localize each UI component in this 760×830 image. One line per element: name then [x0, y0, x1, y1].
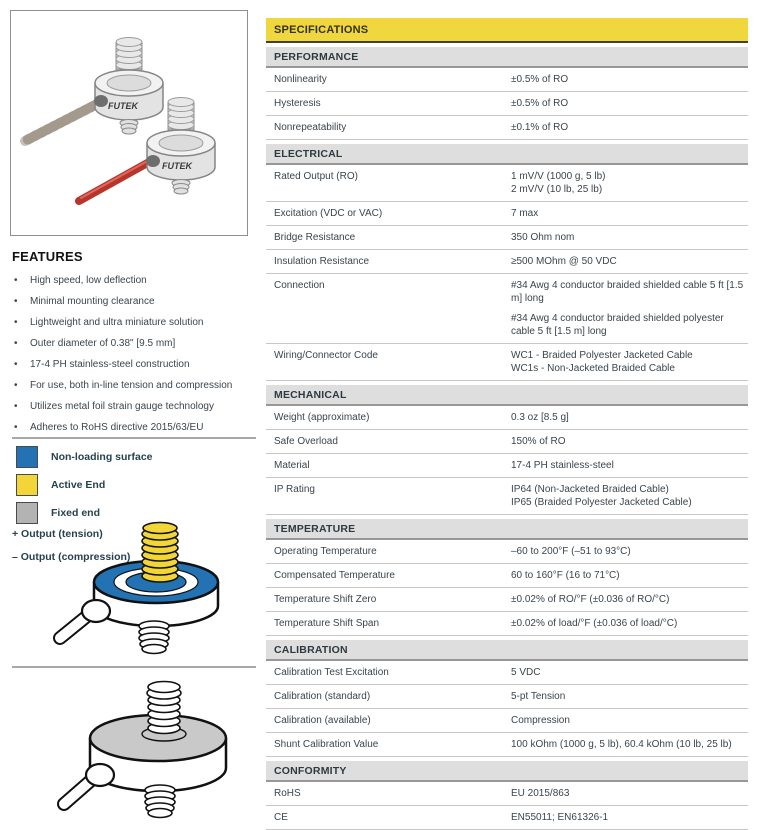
spec-value: [511, 617, 748, 630]
bottom-stud: [145, 785, 175, 818]
spec-label: Hysteresis: [274, 98, 321, 109]
spec-value: [511, 121, 748, 134]
spec-label: Nonlinearity: [274, 74, 327, 85]
spec-value-line: EU 2015/863: [511, 788, 570, 799]
spec-label: Calibration Test Excitation: [274, 667, 389, 678]
output-tension-note: + Output (tension): [12, 528, 103, 540]
spec-label: Bridge Resistance: [274, 232, 356, 243]
load-cell-colored-diagram: [48, 518, 255, 667]
spec-label: Nonrepeatability: [274, 122, 347, 133]
spec-value-line: IP64 (Non-Jacketed Braided Cable): [511, 484, 669, 495]
legend-item: [16, 446, 246, 467]
spec-label: Wiring/Connector Code: [274, 350, 378, 361]
yellow-swatch-icon: [16, 474, 38, 496]
spec-value-line: WC1 - Braided Polyester Jacketed Cable: [511, 350, 693, 361]
section-header-mechanical: MECHANICAL: [266, 385, 748, 406]
section-header-temperature: TEMPERATURE: [266, 519, 748, 540]
spec-label: Insulation Resistance: [274, 256, 370, 267]
feature-text: 17-4 PH stainless-steel construction: [30, 359, 190, 370]
blue-swatch-icon: [16, 446, 38, 468]
spec-label: Rated Output (RO): [274, 171, 358, 182]
features-list: [14, 274, 256, 442]
spec-label: Temperature Shift Span: [274, 618, 380, 629]
spec-row: [266, 588, 748, 612]
spec-value: [511, 207, 748, 220]
spec-row: [266, 116, 748, 140]
bullet-icon: •: [14, 359, 18, 370]
spec-value-line: 100 kOhm (1000 g, 5 lb), 60.4 kOhm (10 lb, 25 lb): [511, 739, 732, 750]
spec-row: [266, 274, 748, 344]
load-cell-left: [94, 38, 163, 135]
spec-value-line: 150% of RO: [511, 436, 566, 447]
feature-text: Lightweight and ultra miniature solution: [30, 317, 204, 328]
spec-value-line: EN55011; EN61326-1: [511, 812, 609, 823]
spec-value-line: ±0.02% of load/°F (±0.036 of load/°C): [511, 618, 678, 629]
feature-item: [14, 421, 256, 434]
spec-row: [266, 612, 748, 636]
spec-value: [511, 690, 748, 703]
spec-value-line: WC1s - Non-Jacketed Braided Cable: [511, 363, 675, 374]
feature-item: [14, 358, 256, 371]
spec-value-line: 5 VDC: [511, 667, 541, 678]
feature-text: Adheres to RoHS directive 2015/63/EU: [30, 422, 204, 433]
spec-value-line: Compression: [511, 715, 570, 726]
spec-sections: [266, 47, 748, 830]
spec-label: Operating Temperature: [274, 546, 377, 557]
load-cell-grayscale-diagram: [48, 676, 255, 829]
top-stud: [147, 682, 181, 734]
output-compression-note: – Output (compression): [12, 551, 131, 563]
spec-value: [511, 231, 748, 244]
spec-value-line: 17-4 PH stainless-steel: [511, 460, 614, 471]
legend-label: Fixed end: [51, 506, 101, 519]
feature-item: [14, 379, 256, 392]
spec-row: [266, 661, 748, 685]
feature-item: [14, 400, 256, 413]
legend-label: Non-loading surface: [51, 450, 153, 463]
spec-label: Material: [274, 460, 310, 471]
spec-value: [511, 97, 748, 110]
section-header-conformity: CONFORMITY: [266, 761, 748, 782]
legend-label: Active End: [51, 478, 106, 491]
spec-row: [266, 685, 748, 709]
feature-text: For use, both in-line tension and compression: [30, 380, 233, 391]
spec-label: Excitation (VDC or VAC): [274, 208, 383, 219]
cable: [64, 764, 114, 804]
brand-logo-left: FUTEK: [108, 101, 138, 111]
spec-value: [511, 255, 748, 268]
spec-value-line: –60 to 200°F (–51 to 93°C): [511, 546, 631, 557]
spec-value-line: 5-pt Tension: [511, 691, 566, 702]
specifications-table: [266, 18, 748, 830]
feature-text: High speed, low deflection: [30, 275, 147, 286]
spec-value-line: 0.3 oz [8.5 g]: [511, 412, 569, 423]
spec-value: [511, 738, 748, 751]
spec-row: [266, 709, 748, 733]
spec-value-line: #34 Awg 4 conductor braided shielded polyester cable 5 ft [1.5 m] long: [511, 313, 724, 337]
bullet-icon: •: [14, 317, 18, 328]
feature-text: Minimal mounting clearance: [30, 296, 155, 307]
spec-label: Weight (approximate): [274, 412, 370, 423]
brand-logo-right: FUTEK: [162, 161, 192, 171]
spec-label: Calibration (available): [274, 715, 371, 726]
spec-value-line: ±0.02% of RO/°F (±0.036 of RO/°C): [511, 594, 670, 605]
spec-value: [511, 435, 748, 448]
spec-value-line: 350 Ohm nom: [511, 232, 575, 243]
spec-row: [266, 68, 748, 92]
load-cell-product-illustration: [11, 11, 245, 233]
spec-value-line: ±0.1% of RO: [511, 122, 569, 133]
spec-row: [266, 430, 748, 454]
feature-item: [14, 316, 256, 329]
spec-value: [511, 811, 748, 824]
section-header-electrical: ELECTRICAL: [266, 144, 748, 165]
section-header-performance: PERFORMANCE: [266, 47, 748, 68]
spec-label: Safe Overload: [274, 436, 338, 447]
spec-row: [266, 782, 748, 806]
spec-row: [266, 564, 748, 588]
spec-value-line: 60 to 160°F (16 to 71°C): [511, 570, 620, 581]
gray-swatch-icon: [16, 502, 38, 524]
spec-row: [266, 733, 748, 757]
product-photo: [10, 10, 248, 236]
spec-label: Temperature Shift Zero: [274, 594, 377, 605]
spec-row: [266, 250, 748, 274]
spec-row: [266, 478, 748, 515]
active-end-stud: [142, 523, 178, 583]
spec-value-line: ±0.5% of RO: [511, 98, 569, 109]
spec-value: [511, 170, 748, 196]
spec-value-line: ≥500 MOhm @ 50 VDC: [511, 256, 617, 267]
spec-row: [266, 406, 748, 430]
bullet-icon: •: [14, 296, 18, 307]
bullet-icon: •: [14, 422, 18, 433]
feature-text: Outer diameter of 0.38" [9.5 mm]: [30, 338, 176, 349]
spec-value: [511, 593, 748, 606]
spec-value: [511, 279, 748, 338]
feature-text: Utilizes metal foil strain gauge technology: [30, 401, 214, 412]
spec-row: [266, 165, 748, 202]
spec-row: [266, 226, 748, 250]
feature-item: [14, 337, 256, 350]
bottom-stud: [139, 621, 169, 654]
spec-value: [511, 411, 748, 424]
spec-row: [266, 92, 748, 116]
spec-row: [266, 454, 748, 478]
spec-value-line: ±0.5% of RO: [511, 74, 569, 85]
spec-value-line: 7 max: [511, 208, 539, 219]
bullet-icon: •: [14, 275, 18, 286]
bullet-icon: •: [14, 338, 18, 349]
spec-label: Shunt Calibration Value: [274, 739, 379, 750]
cable: [60, 600, 110, 638]
spec-value: [511, 349, 748, 375]
divider: [12, 437, 256, 439]
spec-value: [511, 666, 748, 679]
legend-item: [16, 474, 246, 495]
spec-label: CE: [274, 812, 288, 823]
specifications-title: SPECIFICATIONS: [266, 18, 748, 43]
spec-row: [266, 202, 748, 226]
divider: [12, 666, 256, 668]
spec-row: [266, 806, 748, 830]
section-header-calibration: CALIBRATION: [266, 640, 748, 661]
spec-value-line: 1 mV/V (1000 g, 5 lb): [511, 171, 606, 182]
feature-item: [14, 274, 256, 287]
spec-label: Connection: [274, 280, 325, 291]
bullet-icon: •: [14, 380, 18, 391]
features-title: FEATURES: [12, 249, 83, 264]
spec-value: [511, 459, 748, 472]
spec-row: [266, 540, 748, 564]
feature-item: [14, 295, 256, 308]
spec-label: RoHS: [274, 788, 301, 799]
bullet-icon: •: [14, 401, 18, 412]
spec-label: Compensated Temperature: [274, 570, 395, 581]
spec-value: [511, 787, 748, 800]
spec-value-line: 2 mV/V (10 lb, 25 lb): [511, 184, 603, 195]
spec-label: Calibration (standard): [274, 691, 371, 702]
spec-value-line: #34 Awg 4 conductor braided shielded cable 5 ft [1.5 m] long: [511, 280, 744, 304]
spec-value: [511, 545, 748, 558]
spec-row: [266, 344, 748, 381]
spec-value: [511, 569, 748, 582]
spec-value-line: IP65 (Braided Polyester Jacketed Cable): [511, 497, 692, 508]
spec-value: [511, 714, 748, 727]
spec-label: IP Rating: [274, 484, 315, 495]
spec-value: [511, 483, 748, 509]
spec-value: [511, 73, 748, 86]
